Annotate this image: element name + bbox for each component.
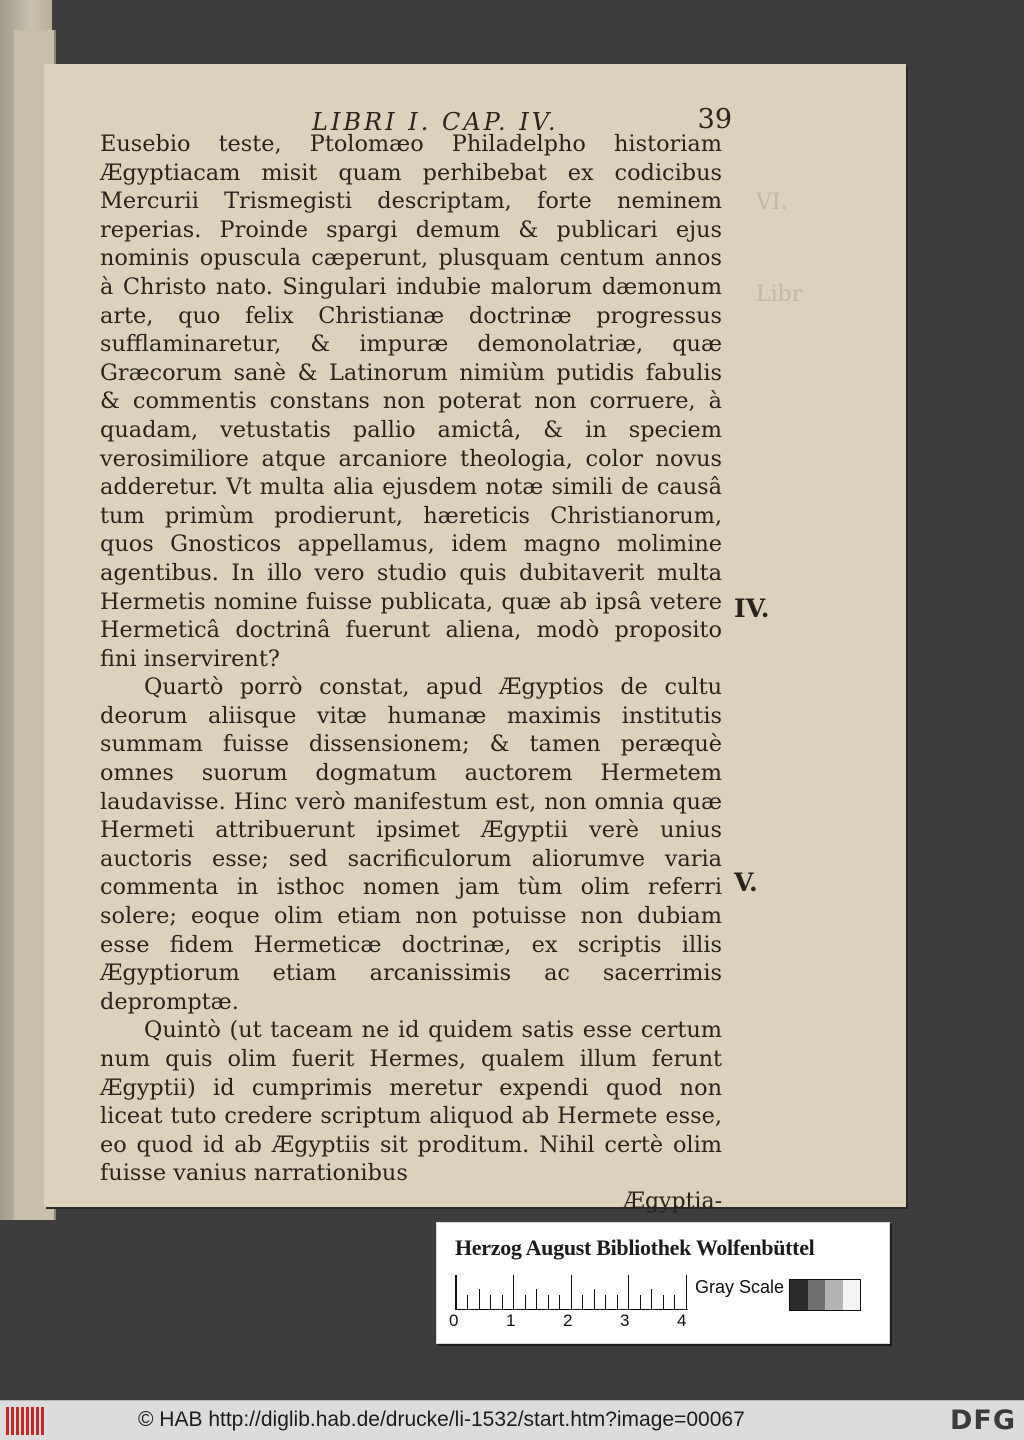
- ruler-tick: [686, 1275, 687, 1309]
- ruler-tick: [536, 1289, 537, 1309]
- ruler-tick: [582, 1295, 583, 1309]
- paragraph-2: Quartò porrò constat, apud Ægyptios de cultu deorum aliisque vitæ humanæ maximis institutis summam fuisse dissensionem; & tamen peræquè omnes suorum dogmatum auctorem Hermetem laudavisse. Hinc verò manifestum est, non omnia quæ Hermeti attribuerunt ipsimet Ægyptii verè unius auctoris esse; sed sacrificulorum aliorumve varia commenta in isthoc nomen jam tùm olim referri solere; eoque olim etiam non potuisse non dubiam esse fidem Hermeticæ doctrinæ, ex scriptis illis Ægyptiorum etiam arcanissimis ac sacerrimis depromptæ.: [100, 674, 722, 1015]
- gray-swatch: [808, 1280, 826, 1310]
- ruler-tick: [674, 1295, 675, 1309]
- show-through-text: VI.: [756, 190, 788, 215]
- paragraph-3: Quintò (ut taceam ne id quidem satis esse certum num quis olim fuerit Hermes, qualem illum ferunt Ægyptii) id cumprimis meretur expendi quod non liceat tuto credere scriptum aliquod ab Hermete esse, eo quod id ab Ægyptiis sit proditum. Nihil certè olim fuisse vanius narrationibus: [100, 1017, 722, 1187]
- ruler-tick: [663, 1295, 664, 1309]
- ruler-tick: [467, 1295, 468, 1309]
- ruler-number: 2: [563, 1311, 573, 1330]
- ruler-tick: [651, 1289, 652, 1309]
- library-name: Herzog August Bibliothek Wolfenbüttel: [455, 1235, 815, 1260]
- ruler-tick: [456, 1275, 457, 1309]
- ruler-tick: [628, 1275, 629, 1309]
- scale-ruler: [455, 1275, 688, 1310]
- show-through-text: Libr: [756, 282, 803, 307]
- ruler-tick: [479, 1289, 480, 1309]
- running-head: LIBRI I. CAP. IV.: [312, 108, 559, 136]
- body-text: [100, 130, 722, 1217]
- ruler-tick: [605, 1295, 606, 1309]
- gray-swatch: [843, 1280, 861, 1310]
- hab-barcode-icon: [6, 1407, 48, 1435]
- gray-swatch: [825, 1280, 843, 1310]
- ruler-tick: [571, 1275, 572, 1309]
- ruler-tick: [548, 1295, 549, 1309]
- margin-note-iv: IV.: [734, 594, 770, 623]
- catchword: Ægyptia-: [622, 1188, 722, 1214]
- ruler-number: 3: [620, 1311, 630, 1330]
- viewer-footer: [0, 1400, 1024, 1440]
- gray-scale-label: Gray Scale: [695, 1277, 785, 1297]
- ruler-tick: [594, 1289, 595, 1309]
- ruler-number: 4: [677, 1311, 687, 1330]
- margin-note-v: V.: [734, 868, 758, 897]
- gray-swatch: [790, 1280, 808, 1310]
- ruler-tick: [502, 1295, 503, 1309]
- color-calibration-card: [436, 1222, 890, 1344]
- ruler-tick: [640, 1295, 641, 1309]
- paragraph-1: Eusebio teste, Ptolomæo Philadelpho historiam Ægyptiacam misit quam perhibebat ex codicibus Mercurii Trismegisti descriptam, forte neminem reperias. Proinde spargi demum & publicari ejus nominis opuscula cæperunt, plusquam centum annos à Christo nato. Singulari indubie malorum dæmonum arte, quo felix Christianæ doctrinæ progressus sufflaminaretur, & impuræ demonolatriæ, quæ Græcorum sanè & Latinorum nimiùm putidis fabulis & commentis constans non poterat non corruere, à quadam, vetustatis pallio amictâ, & in speciem verosimiliore atque arcaniore theologia, color novus adderetur. Vt multa alia ejusdem notæ simili de causâ tum primùm prodierunt, hæreticis Christianorum, quos Gnosticos appellamus, idem magno molimine agentibus. In illo vero studio quis dubitaverit multa Hermetis nomine fuisse publicata, quæ ab ipsâ vetere Hermeticâ doctrinâ fuerunt aliena, modò proposito fini inservirent?: [100, 131, 722, 672]
- ruler-tick: [513, 1275, 514, 1309]
- book-page: [44, 64, 906, 1214]
- ruler-tick: [617, 1295, 618, 1309]
- ruler-tick: [490, 1295, 491, 1309]
- ruler-tick: [559, 1295, 560, 1309]
- gray-scale-swatches: [789, 1279, 861, 1311]
- ruler-tick: [525, 1295, 526, 1309]
- ruler-number: 1: [506, 1311, 516, 1330]
- ruler-number: 0: [449, 1311, 459, 1330]
- page-number: 39: [697, 104, 732, 135]
- permalink-text[interactable]: © HAB http://diglib.hab.de/drucke/li-1532/start.htm?image=00067: [138, 1408, 745, 1431]
- dfg-logo: DFG: [949, 1405, 1016, 1436]
